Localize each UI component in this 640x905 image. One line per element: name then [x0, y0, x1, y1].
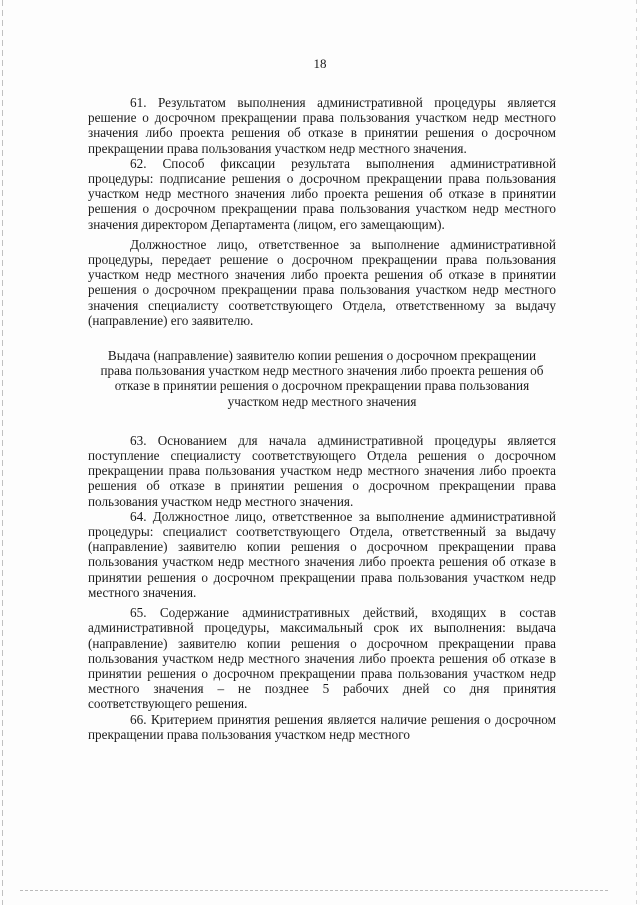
scan-bottom-edge: [20, 890, 610, 891]
paragraph-responsible-official: Должностное лицо, ответственное за выполнение административной процедуры, передает решение о досрочном прекращении права пользования участком недр местного значения либо проекта решения об отказе в принятии решения о досрочном прекращении права пользования участком недр местного значения специалисту соответствующего Отдела, ответственному за выдачу (направление) его заявителю.: [88, 236, 556, 328]
paragraph-66: 66. Критерием принятия решения является наличие решения о досрочном прекращении права пользования участком недр местного: [88, 711, 556, 742]
paragraph-62: 62. Способ фиксации результата выполнения административной процедуры: подписание решения о досрочном прекращении права пользования участком недр местного значения либо проекта решения об отказе в принятии решения о досрочном прекращении права пользования участком недр местного значения директором Департамента (лицом, его замещающим).: [88, 155, 556, 232]
document-body: [88, 95, 556, 742]
paragraph-61: 61. Результатом выполнения административной процедуры является решение о досрочном прекращении права пользования участком недр местного значения либо проекта решения об отказе в принятии решения о досрочном прекращении права пользования участком недр местного значения.: [88, 95, 556, 156]
paragraph-63: 63. Основанием для начала административной процедуры является поступление специалисту соответствующего Отдела решения о досрочном прекращении права пользования участком недр местного значения либо проекта решения об отказе в принятии решения о досрочном прекращении права пользования участком недр местного значения.: [88, 432, 556, 509]
scan-right-edge: [636, 0, 637, 905]
page-number: 18: [313, 56, 327, 71]
paragraph-64: 64. Должностное лицо, ответственное за выполнение административной процедуры: специалист соответствующего Отдела, ответственный за выдачу (направление) заявителю копии решения о досрочном прекращении права пользования участком недр местного значения либо проекта решения об отказе в принятии решения о досрочном прекращении права пользования участком недр местного значения.: [88, 508, 556, 600]
scan-left-edge: [2, 0, 3, 905]
section-heading: Выдача (направление) заявителю копии решения о досрочном прекращении права пользования участком недр местного значения либо проекта решения об отказе в принятии решения о досрочном прекращении права пользования участком недр местного значения: [100, 348, 544, 409]
paragraph-65: 65. Содержание административных действий, входящих в состав административной процедуры, максимальный срок их выполнения: выдача (направление) заявителю копии решения о досрочном прекращении права пользования участком недр местного значения либо проекта решения об отказе в принятии решения о досрочном прекращении права пользования участком недр местного значения – не позднее 5 рабочих дней со дня принятия соответствующего решения.: [88, 605, 556, 712]
